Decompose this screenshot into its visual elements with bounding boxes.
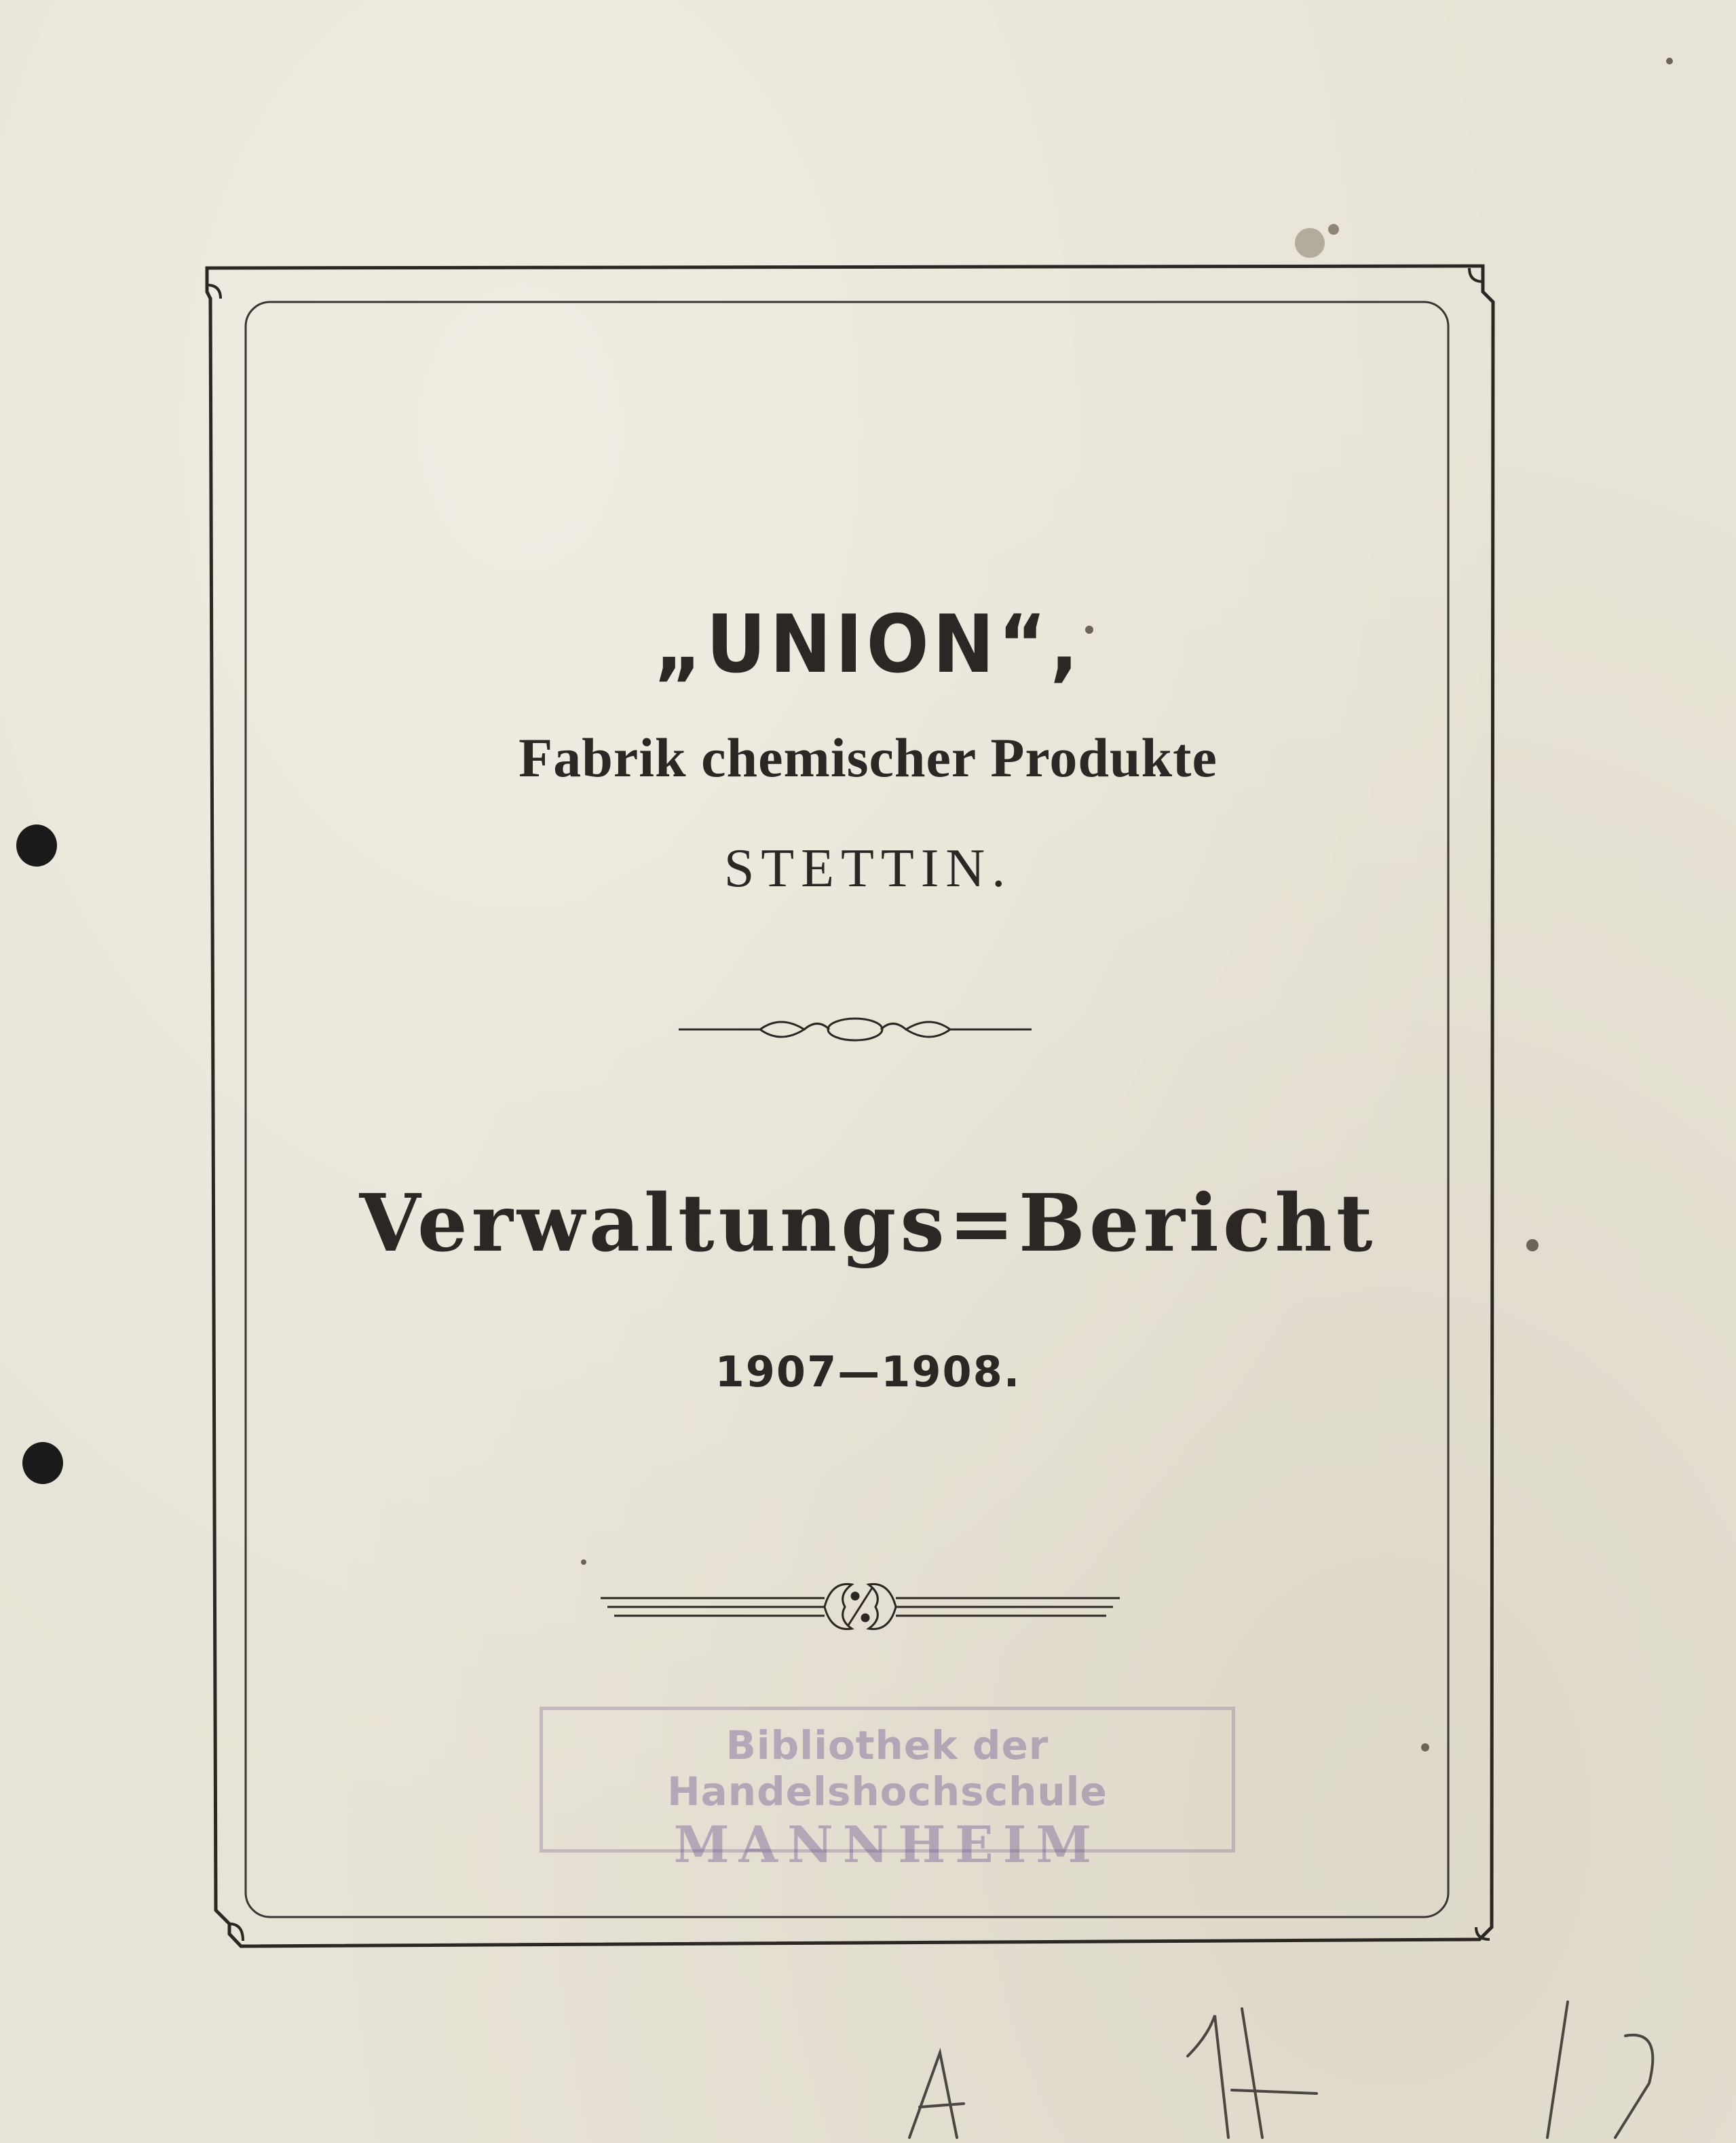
handwritten-pencil-marks: [909, 2002, 1653, 2138]
report-title: Verwaltungs=Bericht: [359, 1177, 1377, 1270]
report-years: 1907—1908.: [715, 1347, 1021, 1397]
stamp-line-library: Bibliothek der Handelshochschule: [667, 1722, 1108, 1815]
frame-corner-top-right: [1469, 268, 1483, 282]
company-name: „UNION“,: [654, 597, 1082, 691]
company-city: STETTIN.: [723, 839, 1013, 898]
inner-frame-border: [246, 302, 1448, 1917]
ornament-divider-bottom: [601, 1584, 1120, 1629]
company-subtitle: Fabrik chemischer Produkte: [518, 727, 1218, 789]
stamp-line-city: MANNHEIM: [673, 1816, 1101, 1874]
outer-frame-border: [207, 266, 1493, 1946]
ornament-divider-top: [679, 1019, 1032, 1040]
library-stamp: [540, 1707, 1235, 1874]
paper-specks: [581, 58, 1673, 1751]
punch-hole-bottom: [22, 1442, 63, 1484]
